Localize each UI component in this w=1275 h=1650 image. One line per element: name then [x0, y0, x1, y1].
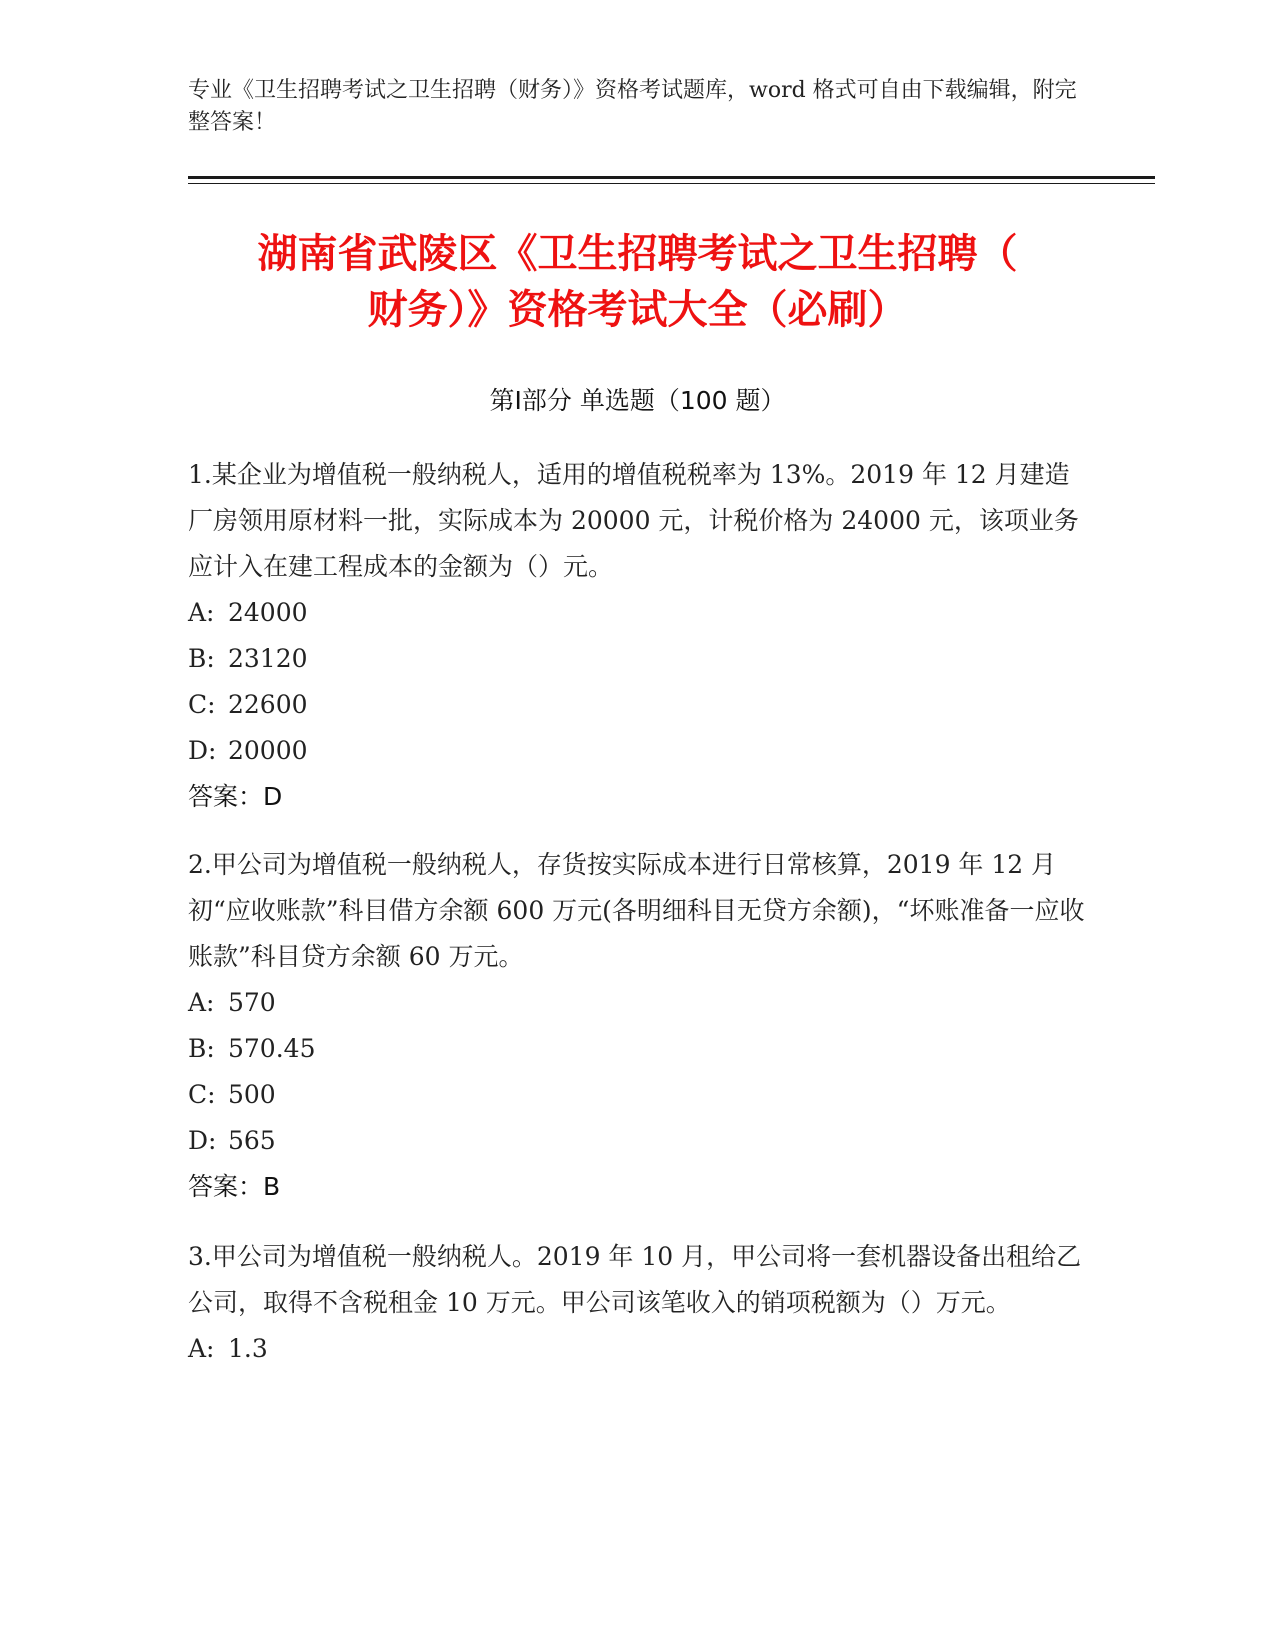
question-option-b	[188, 636, 1088, 682]
question-option-b	[188, 1026, 1088, 1072]
option-text: 570	[228, 988, 276, 1017]
question-answer: 答案：B	[188, 1172, 281, 1201]
option-letter: C:	[188, 690, 216, 719]
header-rule-thick	[188, 176, 1155, 179]
question-stem: 1.某企业为增值税一般纳税人，适用的增值税税率为 13%。2019 年 12 月建造厂房领用原材料一批，实际成本为 20000 元，计税价格为 24000 元，该项业务应计入在建工程成本的金额为（）元。	[188, 460, 1079, 581]
option-text: 22600	[228, 690, 308, 719]
document-title-line-1: 湖南省武陵区《卫生招聘考试之卫生招聘（	[257, 231, 1018, 277]
option-letter: B:	[188, 1034, 215, 1063]
document-title-line-2: 财务）》资格考试大全（必刷）	[367, 287, 908, 333]
option-letter: B:	[188, 644, 215, 673]
option-letter: A:	[188, 598, 215, 627]
option-text: 20000	[228, 736, 308, 765]
option-text: 565	[228, 1126, 276, 1155]
option-letter: D:	[188, 736, 217, 765]
option-letter: D:	[188, 1126, 217, 1155]
question-stem: 2.甲公司为增值税一般纳税人，存货按实际成本进行日常核算，2019 年 12 月初“应收账款”科目借方余额 600 万元(各明细科目无贷方余额)，“坏账准备一应收账款”科目贷方余额 60 万元。	[188, 850, 1085, 971]
option-letter: A:	[188, 1334, 215, 1363]
section-heading: 第Ⅰ部分 单选题（100 题）	[489, 386, 786, 415]
question-answer: 答案：D	[188, 782, 283, 811]
header-note: 专业《卫生招聘考试之卫生招聘（财务）》资格考试题库，word 格式可自由下载编辑，附完整答案！	[188, 78, 1077, 135]
question-option-a	[188, 1326, 1088, 1372]
header-rule-thin	[188, 183, 1155, 184]
question-1	[188, 452, 1088, 820]
option-letter: C:	[188, 1080, 216, 1109]
option-text: 570.45	[228, 1034, 316, 1063]
option-text: 500	[228, 1080, 276, 1109]
document-title	[150, 226, 1125, 338]
question-option-d	[188, 1118, 1088, 1164]
option-text: 1.3	[228, 1334, 268, 1363]
option-text: 23120	[228, 644, 308, 673]
question-3	[188, 1234, 1088, 1372]
question-option-a	[188, 980, 1088, 1026]
question-option-c	[188, 1072, 1088, 1118]
question-option-a	[188, 590, 1088, 636]
option-text: 24000	[228, 598, 308, 627]
question-option-d	[188, 728, 1088, 774]
option-letter: A:	[188, 988, 215, 1017]
question-option-c	[188, 682, 1088, 728]
question-2	[188, 842, 1088, 1210]
question-stem: 3.甲公司为增值税一般纳税人。2019 年 10 月，甲公司将一套机器设备出租给乙公司，取得不含税租金 10 万元。甲公司该笔收入的销项税额为（）万元。	[188, 1242, 1082, 1317]
